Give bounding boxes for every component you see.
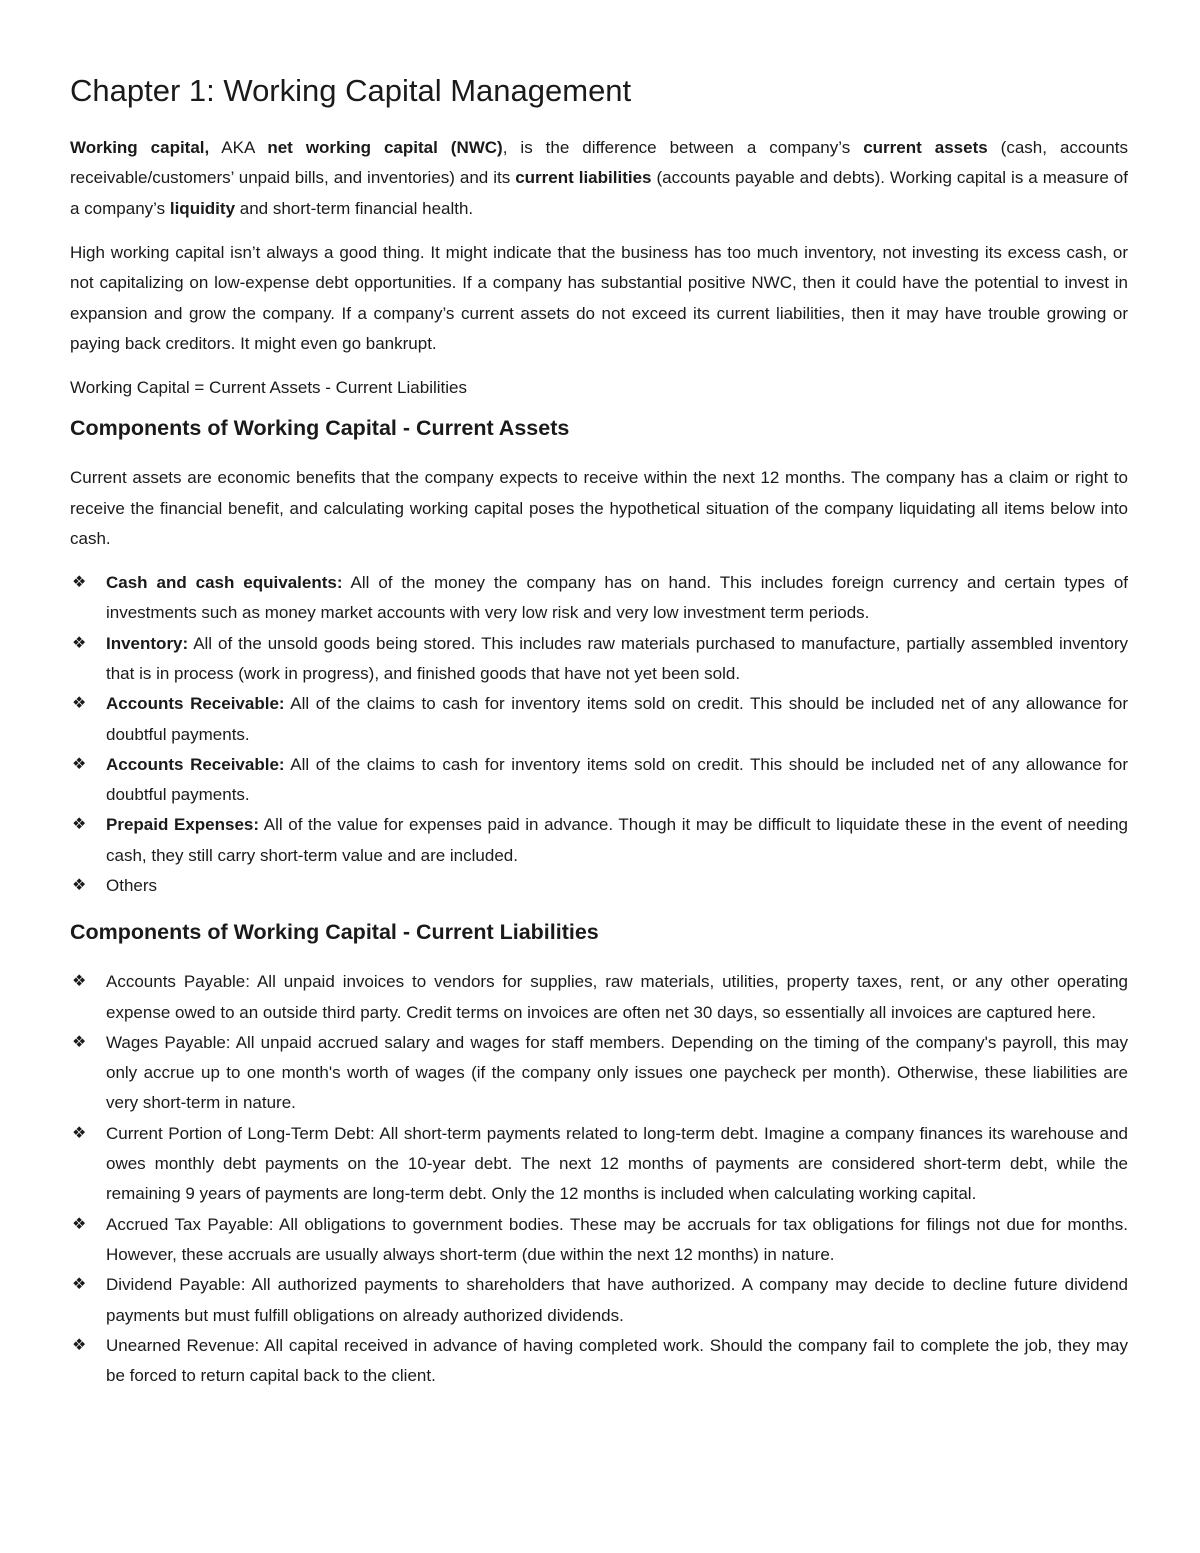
intro-text: (accounts payable and debts). Working capital is a measure of a company’s [70,168,1128,218]
list-item [70,1119,1128,1210]
diamond-bullet-icon: ❖ [72,816,87,834]
diamond-bullet-icon: ❖ [72,1276,87,1294]
item-text: All of the claims to cash for inventory items sold on credit. This should be included net of any allowance for doubtful payments. [106,754,1128,805]
list-item [70,1331,1128,1392]
item-label: Accounts Receivable: [106,694,285,714]
diamond-bullet-icon: ❖ [72,1033,87,1051]
list-item [70,967,1128,1028]
item-text: Wages Payable: All unpaid accrued salary and wages for staff members. Depending on the timing of the company's payroll, this may only accrue up to one month's worth of wages (if the company only issues one paycheck per month). Otherwise, these liabilities are very short-term in nature. [106,1032,1128,1113]
assets-intro-paragraph: Current assets are economic benefits that the company expects to receive within the next 12 months. The company has a claim or right to receive the financial benefit, and calculating working capital poses the hypothetical situation of the company liquidating all items below into cash. [70,468,1128,548]
diamond-bullet-icon: ❖ [72,574,87,592]
item-text: All of the value for expenses paid in advance. Though it may be difficult to liquidate these in the event of needing cash, they still carry short-term value and are included. [106,815,1128,865]
item-label: Cash and cash equivalents: [106,573,343,593]
diamond-bullet-icon: ❖ [72,1215,87,1233]
working-capital-formula: Working Capital = Current Assets - Current Liabilities [70,378,467,398]
term-liquidity: liquidity [169,198,236,218]
item-text: Accounts Payable: All unpaid invoices to vendors for supplies, raw materials, utilities, property taxes, rent, or any other operating expense owed to an outside third party. Credit terms on invoices are often net 30 days, so essentially all invoices are captured here. [106,972,1128,1022]
item-text: Dividend Payable: All authorized payments to shareholders that have authorized. A company may decide to decline future dividend payments but must fulfill obligations on already authorized dividends. [106,1275,1128,1325]
assets-list [70,568,1128,901]
document-page [70,72,1128,1409]
diamond-bullet-icon: ❖ [72,695,87,713]
list-item [70,689,1128,750]
intro-paragraph-1 [70,133,1128,224]
list-item [70,629,1128,690]
intro-text: , is the difference between a company’s [502,138,864,158]
item-text: Unearned Revenue: All capital received in advance of having completed work. Should the company fail to complete the job, they may be forced to return capital back to the client. [106,1335,1128,1386]
term-nwc: net working capital (NWC) [267,138,503,158]
item-text: All of the money the company has on hand. This includes foreign currency and certain types of investments such as money market accounts with very low risk and very low investment term periods. [106,573,1129,623]
diamond-bullet-icon: ❖ [72,877,87,895]
diamond-bullet-icon: ❖ [72,1124,87,1142]
term-working-capital: Working capital, [70,138,210,158]
list-item [70,1270,1128,1331]
item-label: Inventory: [106,633,189,653]
section-heading-assets: Components of Working Capital - Current Assets [70,416,570,441]
item-text: Current Portion of Long-Term Debt: All short-term payments related to long-term debt. Imagine a company finances its warehouse and owes monthly debt payments on the 10-year debt. The next 12 months of payments are considered short-term debt, while the remaining 9 years of payments are long-term debt. Only the 12 months is included when calculating working capital. [106,1123,1128,1204]
diamond-bullet-icon: ❖ [72,973,87,991]
list-item [70,1028,1128,1119]
intro-text: AKA [209,138,268,158]
liabilities-list [70,967,1128,1391]
list-item [70,1210,1128,1271]
item-label: Prepaid Expenses: [106,815,260,835]
diamond-bullet-icon: ❖ [72,634,87,652]
page-title: Chapter 1: Working Capital Management [70,73,632,108]
intro-paragraph-2: High working capital isn’t always a good thing. It might indicate that the business has too much inventory, not investing its excess cash, or not capitalizing on low-expense debt opportunities. If a company has substantial positive NWC, then it could have the potential to invest in expansion and grow the company. If a company’s current assets do not exceed its current liabilities, then it may have trouble growing or paying back creditors. It might even go bankrupt. [70,243,1128,353]
item-text: Others [106,876,158,896]
section-heading-liabilities: Components of Working Capital - Current Liabilities [70,920,599,945]
list-item [70,810,1128,871]
term-current-assets: current assets [863,138,988,158]
list-item [70,871,1128,901]
intro-text: (cash, accounts receivable/customers’ unpaid bills, and inventories) and its [70,138,1128,188]
item-text: Accrued Tax Payable: All obligations to government bodies. These may be accruals for tax obligations for filings not due for months. However, these accruals are usually always short-term (due within the next 12 months) in nature. [106,1214,1128,1264]
diamond-bullet-icon: ❖ [72,1336,87,1354]
list-item [70,750,1128,811]
diamond-bullet-icon: ❖ [72,755,87,773]
item-label: Accounts Receivable: [106,754,285,774]
item-text: All of the claims to cash for inventory items sold on credit. This should be included net of any allowance for doubtful payments. [106,694,1128,744]
intro-text: and short-term financial health. [235,198,474,218]
list-item [70,568,1128,629]
item-text: All of the unsold goods being stored. This includes raw materials purchased to manufacture, partially assembled inventory that is in process (work in progress), and finished goods that have not yet been sold. [106,633,1128,683]
term-current-liabilities: current liabilities [515,168,652,188]
